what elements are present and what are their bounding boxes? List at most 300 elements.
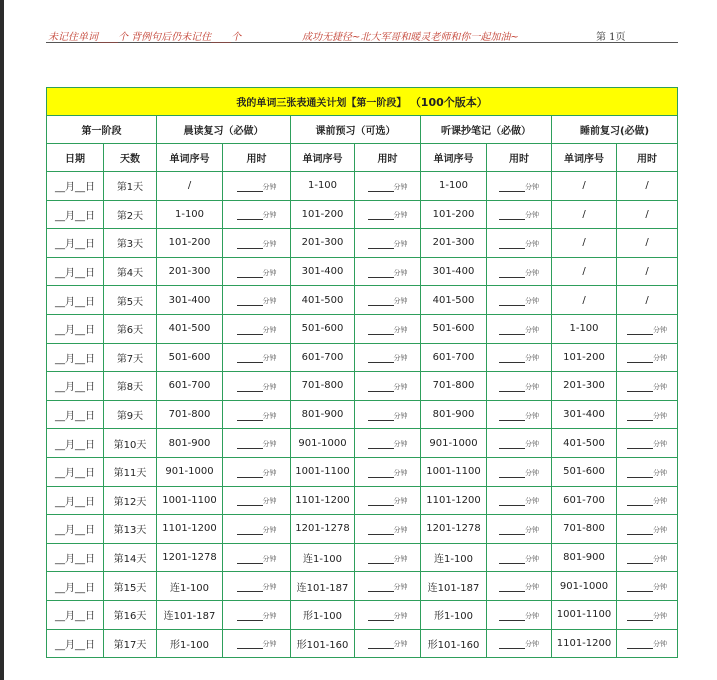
preview-range-cell: 1001-1100	[291, 457, 355, 486]
time-blank[interactable]	[627, 609, 653, 621]
table-row	[47, 572, 678, 601]
time-unit: 分钟	[262, 611, 277, 620]
preview-time-cell[interactable]	[355, 172, 421, 201]
morning-time-cell[interactable]	[223, 343, 291, 372]
time-unit: 分钟	[653, 640, 668, 649]
date-cell[interactable]: __月__日	[47, 572, 104, 601]
bedtime-time-cell[interactable]	[617, 372, 678, 401]
date-cell[interactable]: __月__日	[47, 457, 104, 486]
morning-time-cell[interactable]	[223, 314, 291, 343]
table-row	[47, 229, 678, 258]
notes-range-cell: 601-700	[421, 343, 487, 372]
date-cell[interactable]: __月__日	[47, 314, 104, 343]
time-blank[interactable]	[237, 609, 263, 621]
time-blank[interactable]	[499, 266, 525, 278]
preview-range-cell: 形101-160	[291, 629, 355, 658]
morning-range-cell: 901-1000	[157, 457, 223, 486]
bedtime-time-cell: /	[617, 286, 678, 315]
preview-time-cell[interactable]	[355, 629, 421, 658]
bedtime-range-cell: 301-400	[552, 400, 617, 429]
bedtime-time-cell[interactable]	[617, 543, 678, 572]
morning-range-cell: 1201-1278	[157, 543, 223, 572]
time-blank[interactable]	[368, 609, 394, 621]
time-blank[interactable]	[499, 552, 525, 564]
table-row	[47, 200, 678, 229]
table-row	[47, 400, 678, 429]
bedtime-range-cell: /	[552, 229, 617, 258]
morning-time-cell[interactable]	[223, 229, 291, 258]
day-cell: 第16天	[104, 600, 157, 629]
time-unit: 分钟	[653, 468, 668, 477]
time-blank[interactable]	[237, 380, 263, 392]
time-blank[interactable]	[368, 637, 394, 649]
notes-time-cell[interactable]	[487, 486, 552, 515]
time-unit: 分钟	[525, 297, 539, 306]
time-unit: 分钟	[393, 525, 408, 534]
time-blank[interactable]	[237, 523, 263, 535]
notes-range-cell: 1101-1200	[421, 486, 487, 515]
time-blank[interactable]	[499, 494, 525, 506]
page-header	[46, 26, 678, 43]
morning-time-cell[interactable]	[223, 372, 291, 401]
title-row	[47, 88, 678, 116]
time-blank[interactable]	[368, 494, 394, 506]
morning-time-cell[interactable]	[223, 600, 291, 629]
group-preview: 课前预习（可选）	[291, 116, 421, 144]
preview-time-cell[interactable]	[355, 200, 421, 229]
notes-range-cell: 1001-1100	[421, 457, 487, 486]
notes-time-cell[interactable]	[487, 372, 552, 401]
table-row	[47, 515, 678, 544]
day-cell: 第14天	[104, 543, 157, 572]
day-cell: 第9天	[104, 400, 157, 429]
notes-range-cell: 连101-187	[421, 572, 487, 601]
morning-time-cell[interactable]	[223, 515, 291, 544]
preview-time-cell[interactable]	[355, 515, 421, 544]
preview-range-cell: 101-200	[291, 200, 355, 229]
time-unit: 分钟	[262, 182, 277, 191]
time-unit: 分钟	[262, 554, 277, 563]
notes-time-cell[interactable]	[487, 543, 552, 572]
notes-time-cell[interactable]	[487, 172, 552, 201]
preview-range-cell: 801-900	[291, 400, 355, 429]
morning-time-cell[interactable]	[223, 486, 291, 515]
time-blank[interactable]	[499, 580, 525, 592]
notes-time-cell[interactable]	[487, 629, 552, 658]
preview-range-cell: 901-1000	[291, 429, 355, 458]
time-blank[interactable]	[627, 466, 653, 478]
time-blank[interactable]	[499, 523, 525, 535]
time-blank[interactable]	[368, 180, 394, 192]
time-blank[interactable]	[237, 409, 263, 421]
morning-time-cell[interactable]	[223, 257, 291, 286]
preview-range-cell: 501-600	[291, 314, 355, 343]
preview-time-cell[interactable]	[355, 429, 421, 458]
time-unit: 分钟	[525, 583, 539, 592]
time-blank[interactable]	[499, 409, 525, 421]
page-number: 第 1页	[596, 32, 626, 43]
date-cell[interactable]: __月__日	[47, 200, 104, 229]
time-blank[interactable]	[499, 180, 525, 192]
time-blank[interactable]	[499, 609, 525, 621]
notes-time-cell[interactable]	[487, 200, 552, 229]
time-unit: 分钟	[525, 525, 539, 534]
group-bedtime-review: 睡前复习(必做)	[552, 116, 678, 144]
time-blank[interactable]	[368, 294, 394, 306]
preview-range-cell: 401-500	[291, 286, 355, 315]
table-title-cell	[47, 88, 678, 116]
time-blank[interactable]	[237, 266, 263, 278]
col-morning-range: 单词序号	[157, 144, 223, 172]
time-unit: 分钟	[262, 468, 277, 477]
date-cell[interactable]: __月__日	[47, 400, 104, 429]
time-blank[interactable]	[368, 237, 394, 249]
date-cell[interactable]: __月__日	[47, 629, 104, 658]
morning-time-cell[interactable]	[223, 572, 291, 601]
day-cell: 第11天	[104, 457, 157, 486]
day-cell: 第2天	[104, 200, 157, 229]
preview-range-cell: 1101-1200	[291, 486, 355, 515]
notes-range-cell: 1-100	[421, 172, 487, 201]
date-cell[interactable]: __月__日	[47, 172, 104, 201]
group-stage: 第一阶段	[47, 116, 157, 144]
bedtime-range-cell: 101-200	[552, 343, 617, 372]
time-unit: 分钟	[525, 211, 539, 220]
time-blank[interactable]	[499, 323, 525, 335]
col-preview-range: 单词序号	[291, 144, 355, 172]
bedtime-range-cell: 801-900	[552, 543, 617, 572]
date-cell[interactable]: __月__日	[47, 257, 104, 286]
time-unit: 分钟	[393, 239, 408, 248]
time-blank[interactable]	[499, 437, 525, 449]
table-row	[47, 343, 678, 372]
preview-time-cell[interactable]	[355, 486, 421, 515]
time-blank[interactable]	[627, 637, 653, 649]
time-blank[interactable]	[627, 437, 653, 449]
table-row	[47, 629, 678, 658]
group-header-row	[47, 116, 678, 144]
bedtime-range-cell: 601-700	[552, 486, 617, 515]
preview-range-cell: 形1-100	[291, 600, 355, 629]
group-morning-review: 晨读复习（必做）	[157, 116, 291, 144]
bedtime-range-cell: 1-100	[552, 314, 617, 343]
bedtime-time-cell[interactable]	[617, 314, 678, 343]
morning-time-cell[interactable]	[223, 543, 291, 572]
bedtime-time-cell[interactable]	[617, 486, 678, 515]
time-blank[interactable]	[368, 323, 394, 335]
table-row	[47, 486, 678, 515]
time-unit: 分钟	[262, 211, 277, 220]
time-unit: 分钟	[525, 411, 539, 420]
morning-range-cell: 401-500	[157, 314, 223, 343]
morning-range-cell: 连1-100	[157, 572, 223, 601]
bedtime-time-cell[interactable]	[617, 572, 678, 601]
time-blank[interactable]	[627, 351, 653, 363]
time-blank[interactable]	[368, 466, 394, 478]
left-edge-bar	[0, 0, 4, 680]
morning-range-cell: 连101-187	[157, 600, 223, 629]
time-blank[interactable]	[499, 351, 525, 363]
time-blank[interactable]	[237, 237, 263, 249]
time-blank[interactable]	[237, 323, 263, 335]
day-cell: 第12天	[104, 486, 157, 515]
notes-time-cell[interactable]	[487, 457, 552, 486]
time-blank[interactable]	[368, 409, 394, 421]
preview-time-cell[interactable]	[355, 257, 421, 286]
table-row	[47, 457, 678, 486]
time-blank[interactable]	[499, 208, 525, 220]
morning-range-cell: 1-100	[157, 200, 223, 229]
preview-range-cell: 701-800	[291, 372, 355, 401]
morning-time-cell[interactable]	[223, 172, 291, 201]
notes-range-cell: 501-600	[421, 314, 487, 343]
notes-range-cell: 连1-100	[421, 543, 487, 572]
preview-time-cell[interactable]	[355, 314, 421, 343]
bedtime-range-cell: /	[552, 286, 617, 315]
time-unit: 分钟	[393, 325, 408, 334]
day-cell: 第10天	[104, 429, 157, 458]
table-row	[47, 372, 678, 401]
preview-time-cell[interactable]	[355, 372, 421, 401]
time-unit: 分钟	[393, 640, 408, 649]
group-class-notes: 听课抄笔记（必做）	[421, 116, 552, 144]
time-blank[interactable]	[237, 580, 263, 592]
day-cell: 第13天	[104, 515, 157, 544]
time-blank[interactable]	[499, 294, 525, 306]
time-unit: 分钟	[262, 583, 277, 592]
time-blank[interactable]	[368, 580, 394, 592]
morning-range-cell: 701-800	[157, 400, 223, 429]
bedtime-range-cell: 901-1000	[552, 572, 617, 601]
bedtime-range-cell: 1101-1200	[552, 629, 617, 658]
time-blank[interactable]	[368, 266, 394, 278]
time-blank[interactable]	[237, 637, 263, 649]
time-unit: 分钟	[393, 554, 408, 563]
preview-range-cell: 连1-100	[291, 543, 355, 572]
time-blank[interactable]	[368, 552, 394, 564]
time-unit: 分钟	[525, 640, 539, 649]
morning-time-cell[interactable]	[223, 429, 291, 458]
day-cell: 第4天	[104, 257, 157, 286]
time-unit: 分钟	[525, 239, 539, 248]
notes-range-cell: 301-400	[421, 257, 487, 286]
morning-time-cell[interactable]	[223, 629, 291, 658]
notes-range-cell: 801-900	[421, 400, 487, 429]
morning-range-cell: 601-700	[157, 372, 223, 401]
time-unit: 分钟	[262, 440, 277, 449]
date-cell[interactable]: __月__日	[47, 343, 104, 372]
time-unit: 分钟	[262, 325, 277, 334]
notes-range-cell: 901-1000	[421, 429, 487, 458]
bedtime-time-cell[interactable]	[617, 515, 678, 544]
time-blank[interactable]	[237, 208, 263, 220]
time-unit: 分钟	[653, 354, 668, 363]
preview-range-cell: 601-700	[291, 343, 355, 372]
preview-range-cell: 301-400	[291, 257, 355, 286]
time-unit: 分钟	[393, 211, 408, 220]
morning-time-cell[interactable]	[223, 200, 291, 229]
time-unit: 分钟	[525, 468, 539, 477]
time-blank[interactable]	[368, 208, 394, 220]
time-blank[interactable]	[237, 494, 263, 506]
column-header-row	[47, 144, 678, 172]
time-unit: 分钟	[393, 297, 408, 306]
time-unit: 分钟	[262, 382, 277, 391]
table-row	[47, 543, 678, 572]
time-unit: 分钟	[393, 182, 408, 191]
morning-time-cell[interactable]	[223, 457, 291, 486]
preview-time-cell[interactable]	[355, 543, 421, 572]
preview-time-cell[interactable]	[355, 572, 421, 601]
date-cell[interactable]: __月__日	[47, 600, 104, 629]
time-unit: 分钟	[653, 411, 668, 420]
time-blank[interactable]	[237, 437, 263, 449]
morning-range-cell: 201-300	[157, 257, 223, 286]
time-blank[interactable]	[368, 380, 394, 392]
day-cell: 第1天	[104, 172, 157, 201]
time-blank[interactable]	[627, 409, 653, 421]
notes-time-cell[interactable]	[487, 429, 552, 458]
morning-range-cell: 301-400	[157, 286, 223, 315]
time-unit: 分钟	[262, 411, 277, 420]
time-unit: 分钟	[525, 268, 539, 277]
time-unit: 分钟	[393, 611, 408, 620]
time-blank[interactable]	[627, 523, 653, 535]
preview-time-cell[interactable]	[355, 400, 421, 429]
bedtime-range-cell: 1001-1100	[552, 600, 617, 629]
time-blank[interactable]	[368, 437, 394, 449]
morning-range-cell: 101-200	[157, 229, 223, 258]
col-days: 天数	[104, 144, 157, 172]
time-unit: 分钟	[653, 440, 668, 449]
time-blank[interactable]	[237, 466, 263, 478]
preview-time-cell[interactable]	[355, 457, 421, 486]
notes-range-cell: 形1-100	[421, 600, 487, 629]
table-row	[47, 600, 678, 629]
notes-range-cell: 701-800	[421, 372, 487, 401]
notes-time-cell[interactable]	[487, 257, 552, 286]
time-unit: 分钟	[393, 411, 408, 420]
time-unit: 分钟	[262, 239, 277, 248]
time-unit: 分钟	[393, 497, 408, 506]
time-unit: 分钟	[525, 354, 539, 363]
bedtime-time-cell[interactable]	[617, 400, 678, 429]
time-unit: 分钟	[653, 583, 668, 592]
time-unit: 分钟	[262, 640, 277, 649]
notes-time-cell[interactable]	[487, 286, 552, 315]
preview-time-cell[interactable]	[355, 229, 421, 258]
table-row	[47, 172, 678, 201]
time-blank[interactable]	[237, 180, 263, 192]
notes-time-cell[interactable]	[487, 572, 552, 601]
morning-range-cell: 501-600	[157, 343, 223, 372]
bedtime-time-cell[interactable]	[617, 629, 678, 658]
time-blank[interactable]	[499, 237, 525, 249]
time-blank[interactable]	[237, 294, 263, 306]
time-blank[interactable]	[499, 637, 525, 649]
time-unit: 分钟	[262, 525, 277, 534]
time-blank[interactable]	[627, 580, 653, 592]
bedtime-time-cell: /	[617, 229, 678, 258]
time-blank[interactable]	[627, 494, 653, 506]
time-blank[interactable]	[627, 323, 653, 335]
time-unit: 分钟	[653, 611, 668, 620]
time-unit: 分钟	[525, 325, 539, 334]
col-preview-time: 用时	[355, 144, 421, 172]
table-title: 我的单词三张表通关计划【第一阶段】	[236, 97, 407, 109]
day-cell: 第7天	[104, 343, 157, 372]
notes-range-cell: 201-300	[421, 229, 487, 258]
time-unit: 分钟	[525, 440, 539, 449]
time-blank[interactable]	[627, 380, 653, 392]
bedtime-time-cell[interactable]	[617, 457, 678, 486]
preview-time-cell[interactable]	[355, 286, 421, 315]
bedtime-range-cell: 701-800	[552, 515, 617, 544]
morning-time-cell[interactable]	[223, 400, 291, 429]
time-unit: 分钟	[262, 297, 277, 306]
col-notes-time: 用时	[487, 144, 552, 172]
preview-time-cell[interactable]	[355, 343, 421, 372]
time-blank[interactable]	[368, 351, 394, 363]
notes-time-cell[interactable]	[487, 515, 552, 544]
time-unit: 分钟	[525, 497, 539, 506]
time-blank[interactable]	[237, 351, 263, 363]
time-blank[interactable]	[627, 552, 653, 564]
preview-range-cell: 1201-1278	[291, 515, 355, 544]
col-morning-time: 用时	[223, 144, 291, 172]
col-bedtime-time: 用时	[617, 144, 678, 172]
day-cell: 第3天	[104, 229, 157, 258]
time-blank[interactable]	[499, 466, 525, 478]
bedtime-time-cell[interactable]	[617, 429, 678, 458]
time-unit: 分钟	[653, 325, 668, 334]
notes-range-cell: 101-200	[421, 200, 487, 229]
morning-range-cell: 形1-100	[157, 629, 223, 658]
bedtime-time-cell[interactable]	[617, 343, 678, 372]
date-cell[interactable]: __月__日	[47, 229, 104, 258]
time-unit: 分钟	[653, 497, 668, 506]
bedtime-time-cell[interactable]	[617, 600, 678, 629]
study-plan-table	[46, 87, 678, 658]
header-left-text: 未记住单词____个 背例句后仍未记住____个	[48, 32, 242, 43]
date-cell[interactable]: __月__日	[47, 515, 104, 544]
notes-time-cell[interactable]	[487, 400, 552, 429]
date-cell[interactable]: __月__日	[47, 543, 104, 572]
table-title-sub: （100个版本）	[409, 95, 488, 109]
preview-time-cell[interactable]	[355, 600, 421, 629]
bedtime-time-cell: /	[617, 200, 678, 229]
date-cell[interactable]: __月__日	[47, 486, 104, 515]
time-blank[interactable]	[499, 380, 525, 392]
time-unit: 分钟	[653, 554, 668, 563]
date-cell[interactable]: __月__日	[47, 286, 104, 315]
notes-range-cell: 形101-160	[421, 629, 487, 658]
time-unit: 分钟	[262, 497, 277, 506]
table-row	[47, 286, 678, 315]
bedtime-range-cell: 501-600	[552, 457, 617, 486]
morning-time-cell[interactable]	[223, 286, 291, 315]
day-cell: 第5天	[104, 286, 157, 315]
time-blank[interactable]	[237, 552, 263, 564]
notes-time-cell[interactable]	[487, 343, 552, 372]
notes-time-cell[interactable]	[487, 314, 552, 343]
date-cell[interactable]: __月__日	[47, 372, 104, 401]
notes-time-cell[interactable]	[487, 229, 552, 258]
time-unit: 分钟	[393, 354, 408, 363]
date-cell[interactable]: __月__日	[47, 429, 104, 458]
time-blank[interactable]	[368, 523, 394, 535]
notes-time-cell[interactable]	[487, 600, 552, 629]
